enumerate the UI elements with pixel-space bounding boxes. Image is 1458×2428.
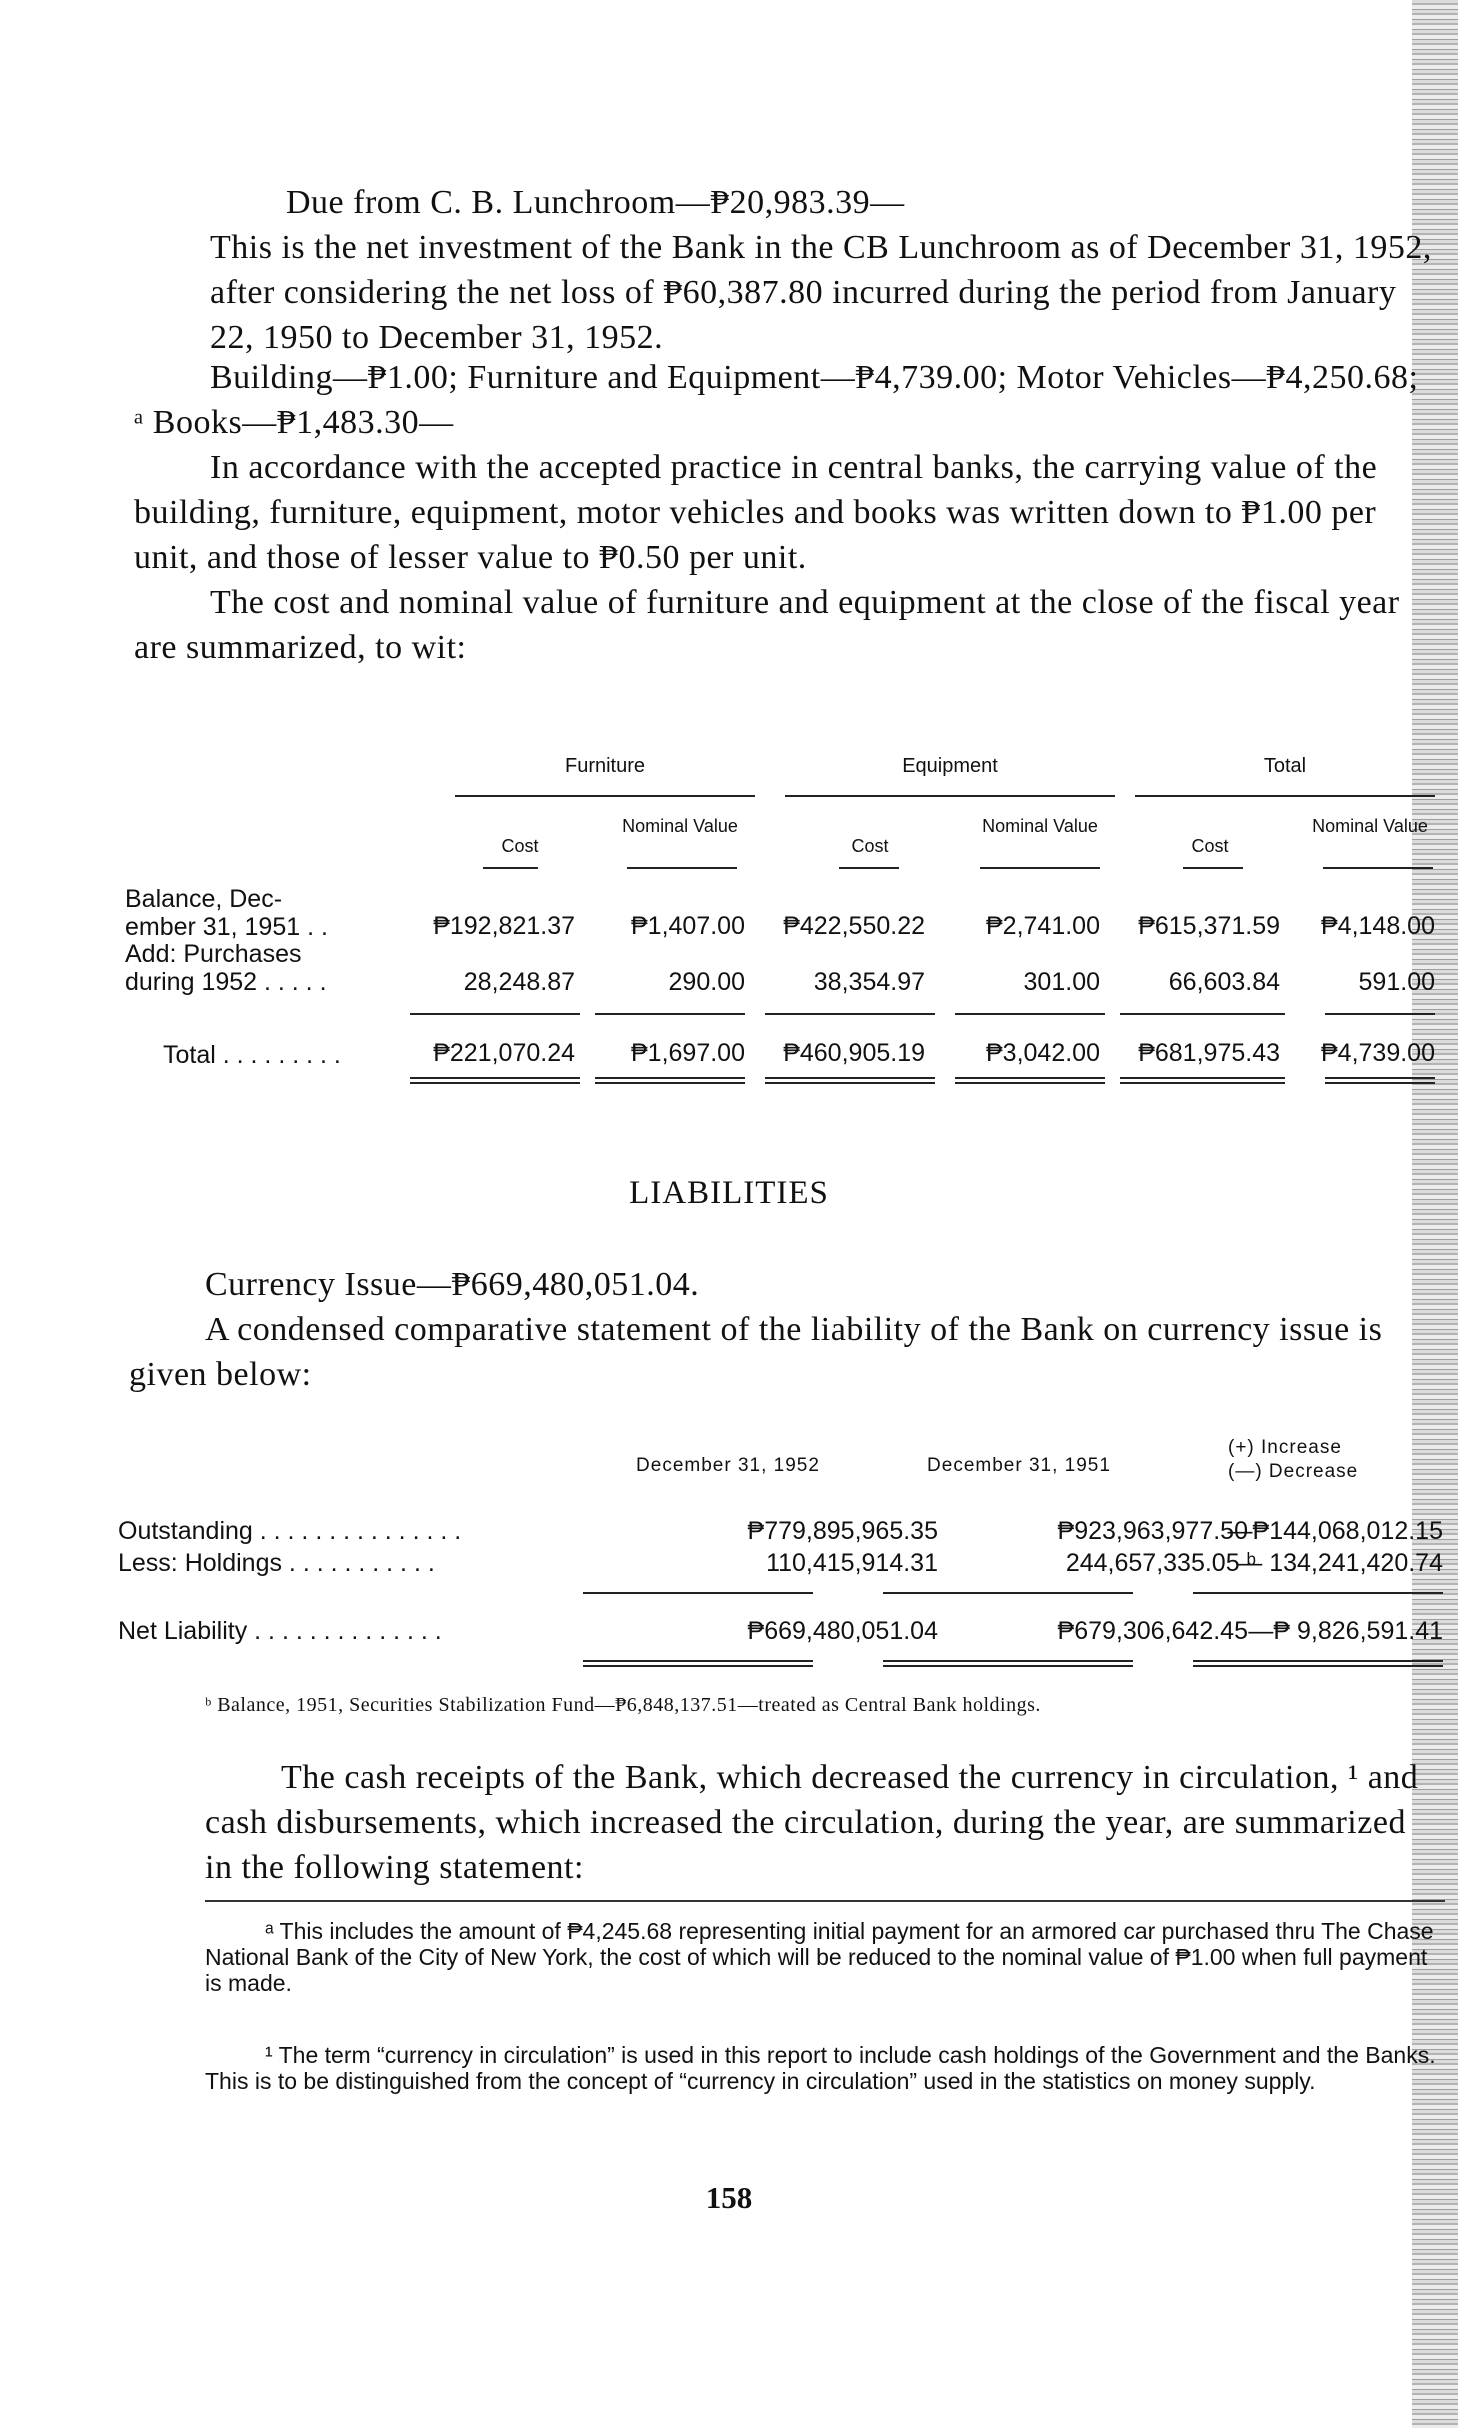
cell-furniture-nominal: ₱1,407.00 <box>631 912 745 940</box>
cell-equipment-cost: 38,354.97 <box>813 968 925 996</box>
subhead-cost: Cost <box>501 836 539 856</box>
footnote-a: ᵃ This includes the amount of ₱4,245.68 representing initial payment for an armored car purchased thru The Chase National Bank of the City of New York, the cost of which will be reduced to the nominal value of ₱1.00 when full payment is made. <box>205 1918 1434 1996</box>
row-holdings-label: Less: Holdings . . . . . . . . . . . <box>118 1549 435 1577</box>
footnote-divider <box>205 1900 1445 1902</box>
double-rule <box>583 1660 813 1667</box>
sum-rule <box>583 1592 813 1594</box>
cash-block <box>205 1755 1440 1890</box>
sum-rule <box>1193 1592 1443 1594</box>
col-head-1951: December 31, 1951 <box>927 1455 1111 1476</box>
net-1952: ₱669,480,051.04 <box>747 1617 938 1645</box>
subhead-nominal: Nominal Value <box>982 816 1098 836</box>
section-title: LIABILITIES <box>629 1175 829 1211</box>
holdings-1952: 110,415,914.31 <box>766 1549 938 1577</box>
cell-total-nominal: ₱4,148.00 <box>1321 912 1435 940</box>
cell-total-nominal: 591.00 <box>1358 968 1435 996</box>
double-rule <box>1193 1660 1443 1667</box>
cell-furniture-nominal: 290.00 <box>668 968 745 996</box>
assets-block <box>134 355 1434 670</box>
subhead-nominal: Nominal Value <box>622 816 738 836</box>
cell-furniture-cost: ₱192,821.37 <box>433 912 575 940</box>
outstanding-1952: ₱779,895,965.35 <box>747 1517 938 1545</box>
lunchroom-heading: Due from C. B. Lunchroom—₱20,983.39— <box>286 184 905 221</box>
subhead-underline <box>1183 867 1243 869</box>
cell-total-cost: ₱615,371.59 <box>1138 912 1280 940</box>
sum-rule <box>595 1013 745 1015</box>
subhead-cost: Cost <box>851 836 889 856</box>
double-rule <box>1120 1077 1285 1084</box>
subhead-underline <box>980 867 1100 869</box>
total-label: Total . . . . . . . . . <box>163 1041 341 1069</box>
col-head-increase: (+) Increase <box>1228 1437 1342 1458</box>
subhead-nominal: Nominal Value <box>1312 816 1428 836</box>
row-net-label: Net Liability . . . . . . . . . . . . . . <box>118 1617 442 1645</box>
col-head-1952: December 31, 1952 <box>636 1455 820 1476</box>
cell-equipment-cost: ₱422,550.22 <box>783 912 925 940</box>
group-header-total: Total <box>1263 755 1307 777</box>
net-change: —₱ 9,826,591.41 <box>1248 1617 1443 1645</box>
double-rule <box>883 1660 1133 1667</box>
sum-rule <box>1120 1013 1285 1015</box>
page-number: 158 <box>705 2180 753 2215</box>
row-outstanding-label: Outstanding . . . . . . . . . . . . . . . <box>118 1517 462 1545</box>
double-rule <box>1325 1077 1435 1084</box>
double-rule <box>595 1077 745 1084</box>
lunchroom-paragraph: This is the net investment of the Bank in the CB Lunchroom as of December 31, 1952, after considering the net loss of ₱60,387.80 incurred during the period from January 22, 1950 to December 31, 1952. <box>210 229 1432 356</box>
row-label: Add: Purchases during 1952 . . . . . <box>125 940 327 996</box>
cell-total-nominal-total: ₱4,739.00 <box>1321 1039 1435 1067</box>
sum-rule <box>410 1013 580 1015</box>
cell-furniture-nominal-total: ₱1,697.00 <box>631 1039 745 1067</box>
col-head-decrease: (—) Decrease <box>1228 1461 1359 1482</box>
building-heading: Building—₱1.00; Furniture and Equipment—₱4,739.00; Motor Vehicles—₱4,250.68; ᵃ Books—₱1,483.30— <box>134 359 1419 441</box>
currency-heading: Currency Issue—₱669,480,051.04. <box>205 1266 700 1303</box>
sum-rule <box>1325 1013 1435 1015</box>
group-header-furniture: Furniture <box>564 755 646 777</box>
holdings-change: — 134,241,420.74 <box>1237 1549 1443 1577</box>
group-rule <box>1135 795 1435 797</box>
cell-equipment-nominal: 301.00 <box>1023 968 1100 996</box>
subhead-underline <box>1323 867 1433 869</box>
cash-paragraph: The cash receipts of the Bank, which decreased the currency in circulation, ¹ and cash disbursements, which increased the circulation, during the year, are summarized in the following statement: <box>205 1759 1419 1886</box>
writedown-paragraph: In accordance with the accepted practice in central banks, the carrying value of the building, furniture, equipment, motor vehicles and books was written down to ₱1.00 per unit, and those of lesser value to ₱0.50 per unit. <box>134 449 1378 576</box>
net-1951: ₱679,306,642.45 <box>1057 1617 1248 1645</box>
double-rule <box>765 1077 935 1084</box>
summary-intro-paragraph: The cost and nominal value of furniture and equipment at the close of the fiscal year are summarized, to wit: <box>134 584 1400 666</box>
outstanding-change: —₱144,068,012.15 <box>1227 1517 1443 1545</box>
cell-equipment-nominal: ₱2,741.00 <box>986 912 1100 940</box>
subhead-underline <box>627 867 737 869</box>
double-rule <box>955 1077 1105 1084</box>
sum-rule <box>883 1592 1133 1594</box>
cell-furniture-cost-total: ₱221,070.24 <box>433 1039 575 1067</box>
intro-block <box>210 180 1435 360</box>
sum-rule <box>765 1013 935 1015</box>
cell-equipment-cost-total: ₱460,905.19 <box>783 1039 925 1067</box>
sum-rule <box>955 1013 1105 1015</box>
cell-total-cost-total: ₱681,975.43 <box>1138 1039 1280 1067</box>
subhead-underline <box>839 867 899 869</box>
cell-total-cost: 66,603.84 <box>1168 968 1280 996</box>
footnote-b: ᵇ Balance, 1951, Securities Stabilization Fund—₱6,848,137.51—treated as Central Bank holdings. <box>205 1694 1041 1716</box>
subhead-cost: Cost <box>1191 836 1229 856</box>
currency-paragraph: A condensed comparative statement of the liability of the Bank on currency issue is given below: <box>129 1311 1383 1393</box>
cell-equipment-nominal-total: ₱3,042.00 <box>986 1039 1100 1067</box>
group-rule <box>785 795 1115 797</box>
subhead-underline <box>483 867 538 869</box>
holdings-1951: 244,657,335.05 ᵇ <box>1065 1549 1256 1577</box>
outstanding-1951: ₱923,963,977.50 <box>1057 1517 1248 1545</box>
group-rule <box>455 795 755 797</box>
footnote-1: ¹ The term “currency in circulation” is used in this report to include cash holdings of the Government and the Banks. This is to be distinguished from the concept of “currency in circulation” used in the statistics on money supply. <box>205 2042 1436 2094</box>
double-rule <box>410 1077 580 1084</box>
cell-furniture-cost: 28,248.87 <box>463 968 575 996</box>
group-header-equipment: Equipment <box>902 755 998 777</box>
currency-block <box>129 1262 1440 1397</box>
row-label: Balance, Dec- ember 31, 1951 . . <box>125 885 328 941</box>
